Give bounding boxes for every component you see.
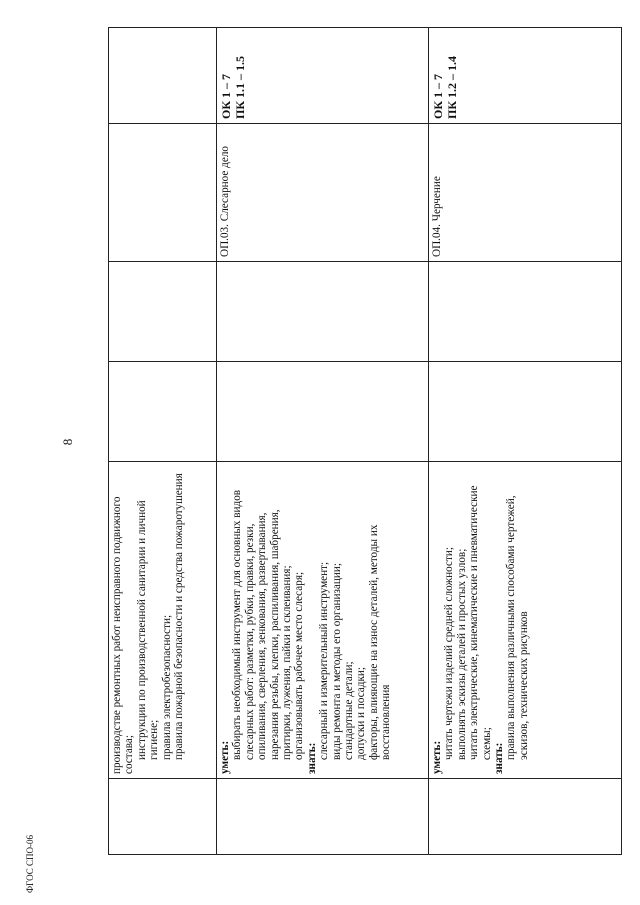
requirement-line: читать электрические, кинематические и пневматические схемы; xyxy=(468,485,493,760)
curriculum-table xyxy=(108,27,622,855)
requirement-line: правила пожарной безопасности и средства пожаротушения xyxy=(173,473,186,760)
hours-cell xyxy=(217,262,429,362)
section-heading: знать: xyxy=(305,742,318,774)
requirement-line: правила выполнения различными способами чертежей, эскизов, технических рисунков xyxy=(505,495,530,760)
requirement-line: читать чертежи изделий средней сложности; xyxy=(443,547,456,760)
competencies-cell xyxy=(217,28,429,124)
requirement-line: выполнять эскизы деталей и простых узлов; xyxy=(455,548,468,760)
competencies-cell xyxy=(109,28,217,124)
section-heading: знать: xyxy=(493,742,506,774)
requirement-line: инструкции по производственной санитарии и личной гигиене; xyxy=(135,500,161,760)
section-heading: уметь: xyxy=(431,740,443,774)
index-cell xyxy=(217,779,429,855)
requirements-cell xyxy=(109,462,217,779)
requirement-line: факторы, влияющие на износ деталей, методы их восстановления xyxy=(367,524,393,760)
table-body xyxy=(109,28,622,855)
rotated-table-wrapper xyxy=(108,28,621,855)
requirement-line: слесарный и измерительный инструмент; xyxy=(318,561,331,760)
discipline-cell: ОП.03. Слесарное дело xyxy=(217,124,429,262)
hours-cell xyxy=(429,262,622,362)
competencies-cell xyxy=(429,28,622,124)
requirement-line: производстве ремонтных работ неисправного подвижного состава; xyxy=(111,496,136,774)
requirements-cell xyxy=(429,462,622,779)
hours-cell xyxy=(109,362,217,462)
index-cell xyxy=(429,779,622,855)
section-heading: уметь: xyxy=(219,740,231,774)
table-row xyxy=(217,28,429,855)
curriculum-table-container xyxy=(108,28,621,855)
requirement-line: правила электробезопасности; xyxy=(160,614,173,760)
competency-code: ПК 1.2 – 1.4 xyxy=(445,55,459,119)
requirement-line: стандартные детали; xyxy=(343,661,356,760)
index-cell xyxy=(109,779,217,855)
hours-cell xyxy=(109,262,217,362)
requirements-cell xyxy=(217,462,429,779)
footer-code: ФГОС СПО-06 xyxy=(25,835,35,893)
table-row xyxy=(109,28,217,855)
table-row xyxy=(429,28,622,855)
requirement-line: выбирать необходимый инструмент для основных видов слесарных работ: разметки, рубки, правки, резки, опиливания, сверления, зенкования, развертывания, нарезания резьбы, клепки, распиливания, шабрения, притирки, лужения, пайки и склеивания; xyxy=(231,489,294,760)
hours-cell xyxy=(429,362,622,462)
requirement-line: организовывать рабочее место слесаря; xyxy=(293,571,306,760)
competency-code: ОК 1 – 7 xyxy=(431,73,445,119)
discipline-cell xyxy=(109,124,217,262)
requirement-line: виды ремонта и методы его организации; xyxy=(330,563,343,760)
discipline-cell: ОП.04. Черчение xyxy=(429,124,622,262)
hours-cell xyxy=(217,362,429,462)
page-number: 8 xyxy=(60,438,75,446)
competency-code: ПК 1.1 – 1.5 xyxy=(233,55,247,119)
competency-code: ОК 1 – 7 xyxy=(219,73,233,119)
requirement-line: допуски и посадки; xyxy=(355,667,368,760)
